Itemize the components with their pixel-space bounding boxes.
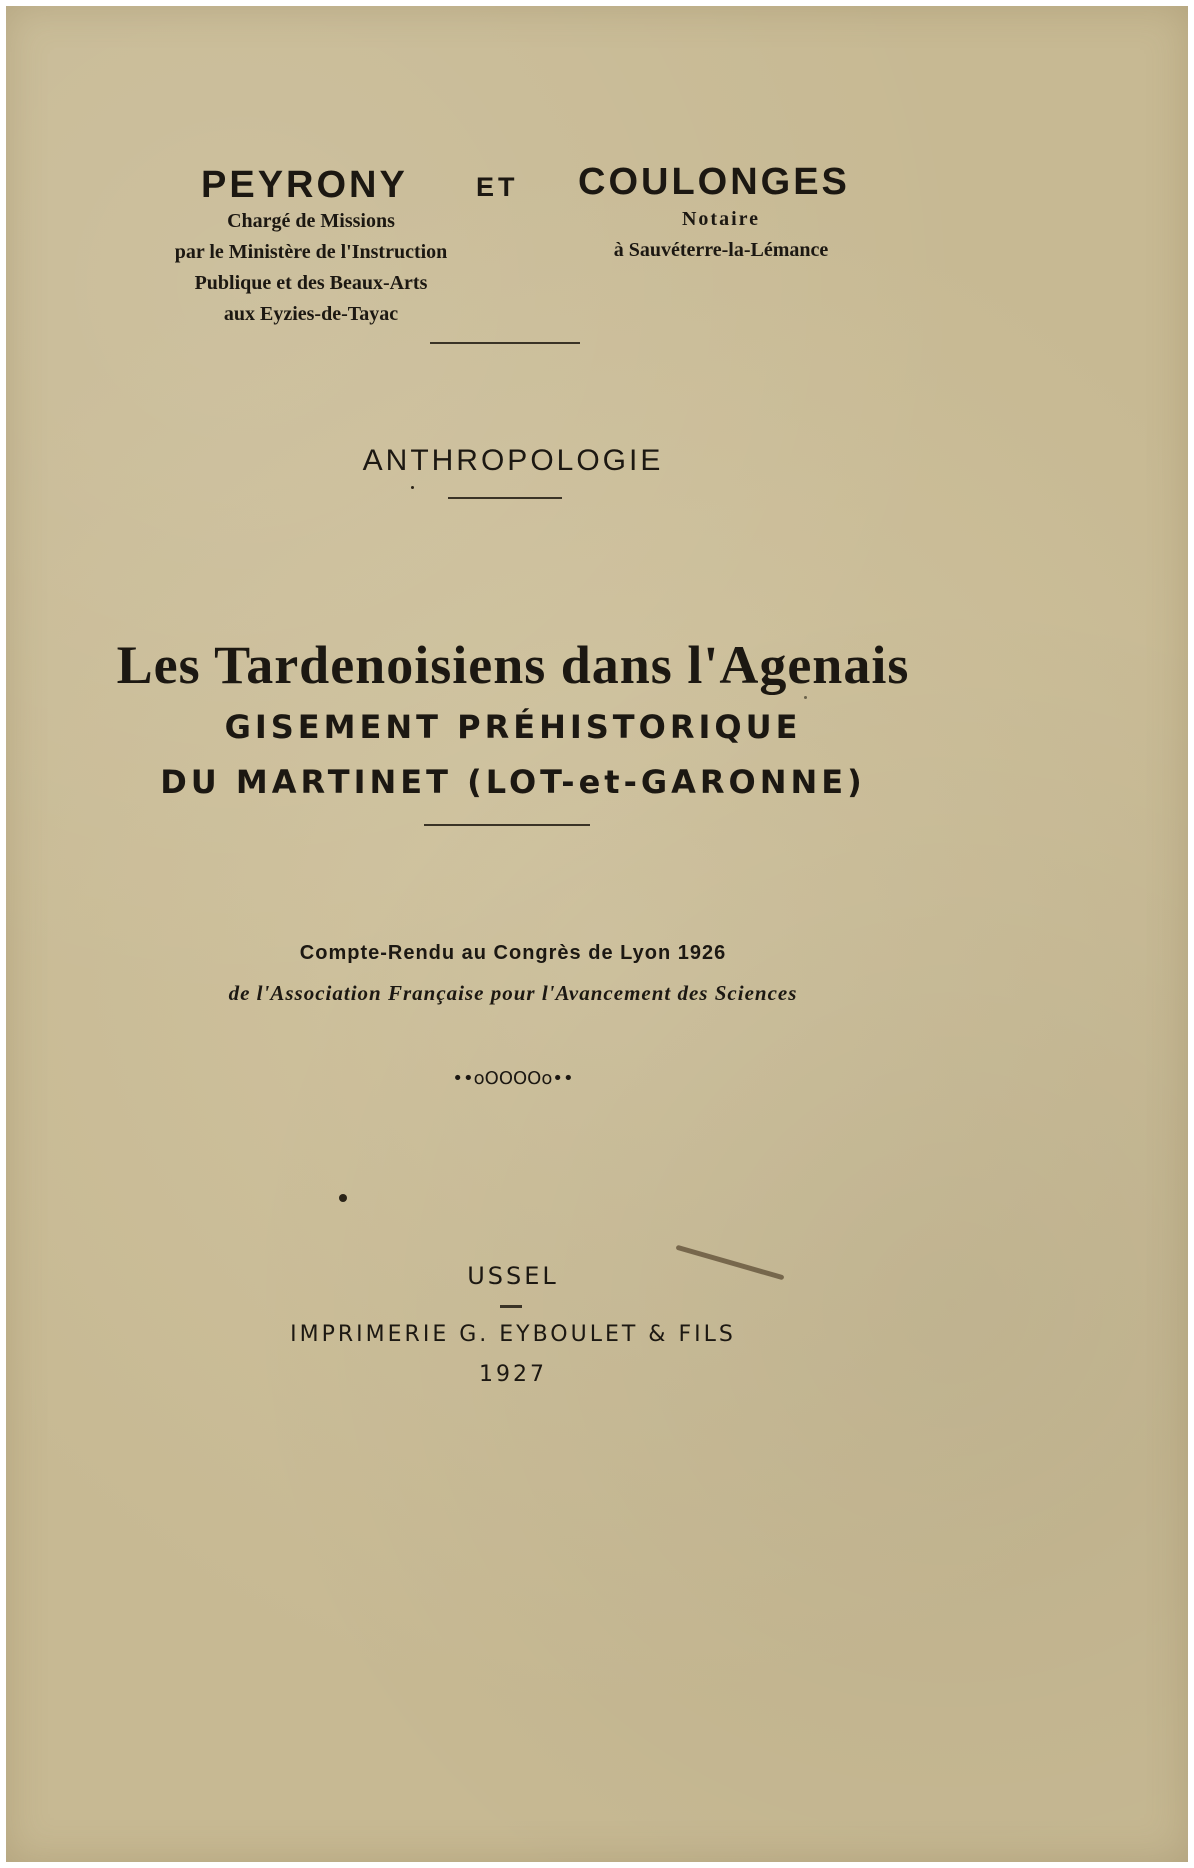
- report-line: Compte-Rendu au Congrès de Lyon 1926: [299, 942, 727, 964]
- document-cover: [6, 6, 1188, 1862]
- main-title: Les Tardenoisiens dans l'Agenais: [116, 635, 910, 695]
- subtitle-line-1: GISEMENT PRÉHISTORIQUE: [224, 708, 802, 746]
- subtitle-line-2: DU MARTINET (LOT-et-GARONNE): [160, 763, 866, 801]
- header-rule: [430, 342, 580, 344]
- report-association: de l'Association Française pour l'Avancement des Sciences: [228, 981, 798, 1005]
- imprint-city: USSEL: [467, 1262, 559, 1290]
- title-rule: [424, 824, 590, 826]
- section-heading: ANTHROPOLOGIE: [362, 444, 664, 477]
- affiliation-line: aux Eyzies-de-Tayac: [223, 303, 399, 325]
- imprint-printer: IMPRIMERIE G. EYBOULET & FILS: [290, 1322, 736, 1347]
- author-left-name: PEYRONY: [201, 164, 408, 206]
- affiliation-line: Chargé de Missions: [227, 210, 395, 232]
- ink-speck: [804, 696, 807, 699]
- ink-speck: [411, 486, 414, 489]
- imprint-separator: [500, 1305, 522, 1308]
- imprint-year: 1927: [479, 1362, 547, 1387]
- section-rule: [448, 497, 562, 499]
- author-right-name: COULONGES: [578, 161, 850, 203]
- author-right-affiliation: [596, 204, 846, 266]
- author-left-affiliation: [156, 206, 466, 330]
- affiliation-line: par le Ministère de l'Instruction: [174, 241, 448, 263]
- author-conjunction: ET: [476, 172, 519, 202]
- ornament-divider: ••oOOOOo••: [452, 1068, 574, 1089]
- affiliation-line: Notaire: [681, 208, 761, 230]
- affiliation-line: à Sauvéterre-la-Lémance: [613, 239, 829, 261]
- affiliation-line: Publique et des Beaux-Arts: [194, 272, 428, 294]
- ink-speck: [339, 1194, 347, 1202]
